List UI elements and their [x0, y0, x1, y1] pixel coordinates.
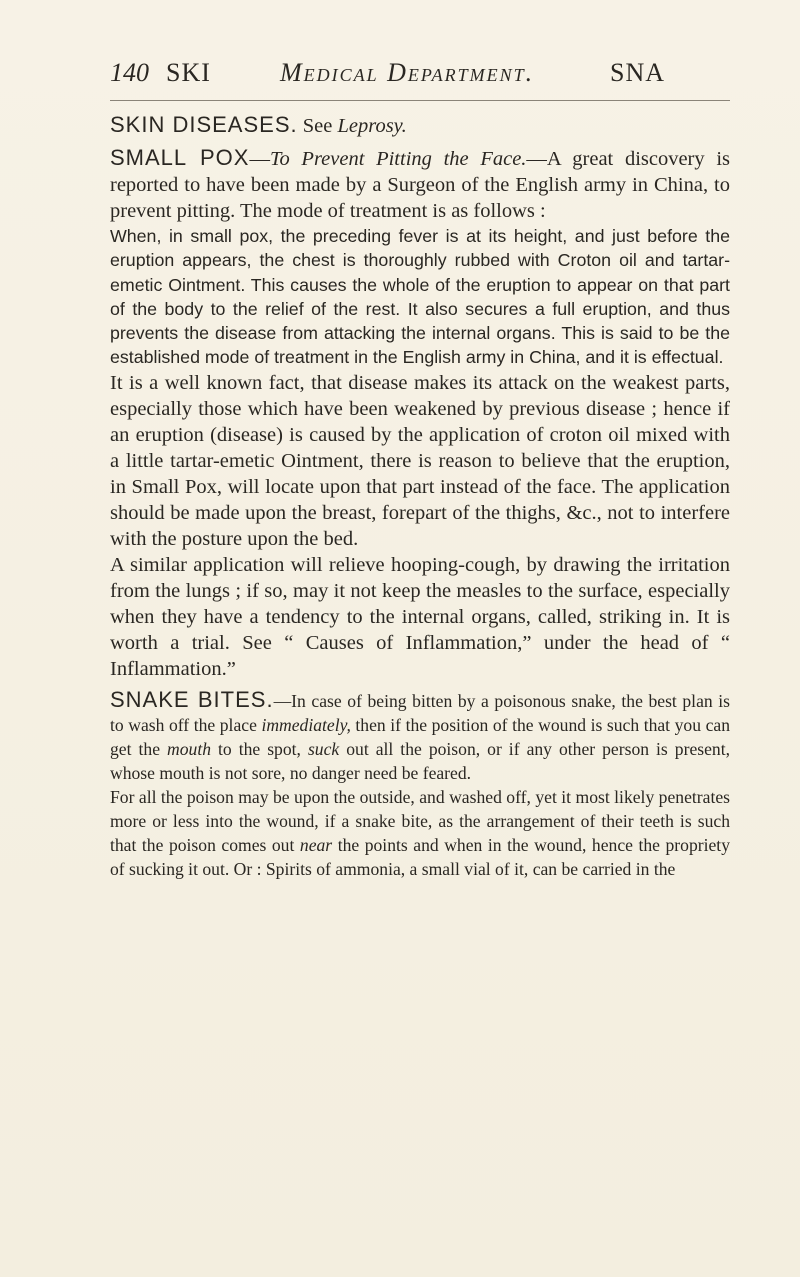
text-run: For all the poison may be upon the outside, and washed off, yet it most likely penetrates more or less into the wound, if a snake bite, as the arrangement of their teeth is such that the poison comes out: [110, 786, 730, 855]
right-guide-word: SNA: [610, 58, 666, 87]
emphasis: near: [299, 834, 333, 855]
entry-heading: SNAKE BITES.: [110, 686, 274, 712]
snake-bites-intro: [110, 688, 730, 785]
see-label: See: [302, 115, 333, 137]
emphasis: immediately,: [261, 714, 351, 735]
entry-skin-diseases: [110, 112, 730, 139]
running-header: [110, 58, 730, 98]
page-number: 140: [110, 58, 149, 87]
text-run: then if the position of the wound is such that you can get the: [110, 714, 730, 759]
quoted-treatment: When, in small pox, the preceding fever is at its height, and just before the eruption appears, the chest is thoroughly rubbed with Croton oil and tartar-emetic Ointment. This causes the whole of the eruption to appear on that part of the body to the relief of the rest. It also secures a full eruption, and thus prevents the disease from attacking the internal organs. This is said to be the established mode of treatment in the English army in China, and it is effectual.: [110, 226, 730, 368]
text-run: the points and when in the wound, hence the propriety of sucking it out. Or : Spirits of ammonia, a small vial of it, can be carried in the: [110, 834, 730, 879]
left-guide-word: SKI: [166, 58, 211, 87]
entry-snake-bites: [110, 688, 730, 881]
cross-reference: Leprosy.: [337, 115, 407, 137]
emphasis: suck: [307, 738, 340, 759]
entry-heading: SKIN DISEASES.: [110, 112, 298, 137]
text-run: to the spot,: [211, 738, 308, 759]
paragraph: It is a well known fact, that disease makes its attack on the weakest parts, especially those which have been weakened by previous disease ; hence if an eruption (disease) is caused by the application of croton oil mixed with a little tartar-emetic Ointment, there is reason to believe that the eruption, in Small Pox, will locate upon that part instead of the face. The application should be made upon the breast, forepart of the thighs, &c., not to interfere with the posture upon the bed.: [110, 371, 730, 550]
intro-text: —A great discovery is reported to have been made by a Surgeon of the English army in China, to prevent pitting. The mode of treatment is as follows :: [110, 148, 730, 222]
entry-small-pox: [110, 145, 730, 682]
small-pox-intro: [110, 145, 730, 224]
text-run: out all the poison, or if any other person is present, whose mouth is not sore, no danger need be feared.: [110, 738, 730, 783]
page-body: [110, 112, 730, 881]
running-title: Medical Department.: [280, 58, 535, 87]
text-run: —In case of being bitten by a poisonous snake, the best plan is to wash off the place: [110, 690, 730, 735]
header-rule: [110, 100, 730, 101]
paragraph: A similar application will relieve hooping-cough, by drawing the irritation from the lungs ; if so, may it not keep the measles to the surface, especially when they have a tendency to the internal organs, called, striking in. It is worth a trial. See “ Causes of Inflammation,” under the head of “ Inflammation.”: [110, 553, 730, 680]
dash: —: [249, 148, 270, 170]
paragraph: [110, 785, 730, 881]
emphasis: mouth: [167, 738, 211, 759]
entry-heading: SMALL POX: [110, 145, 250, 170]
entry-subheading: To Prevent Pitting the Face.: [269, 148, 527, 170]
